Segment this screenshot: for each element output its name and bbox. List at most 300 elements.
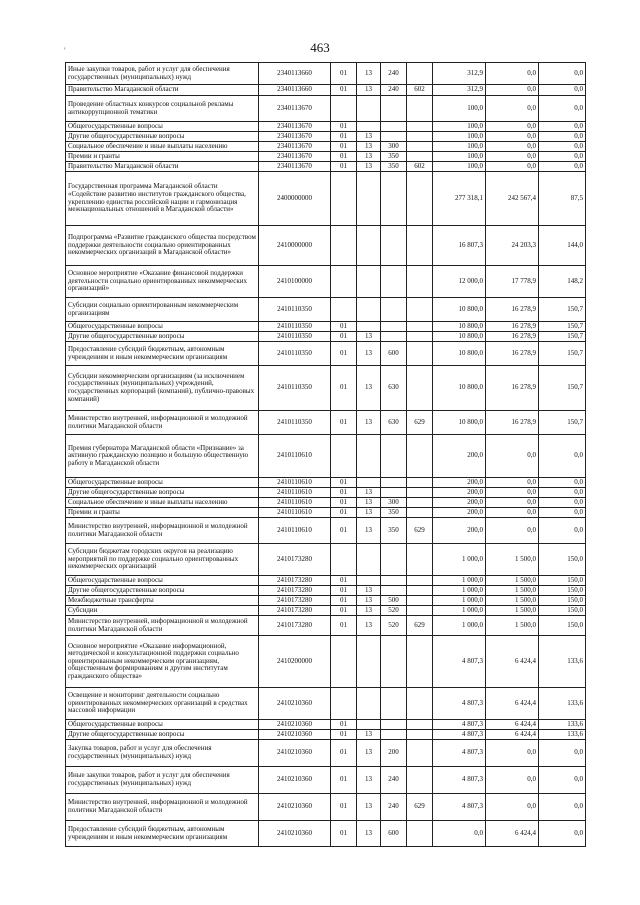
item-name: Предоставление субсидий бюджетным, автономным учреждениям и иным некоммерческим организациям (66, 342, 259, 366)
expense-type-code: 500 (381, 596, 407, 606)
execution-percent: 150,7 (539, 332, 586, 342)
executed-amount: 0,0 (486, 142, 539, 152)
execution-percent: 133,6 (539, 730, 586, 740)
item-name: Подпрограмма «Развитие гражданского общества посредством поддержки деятельности социально ориентированных некоммерческих организаций в Магаданской области» (66, 226, 259, 266)
execution-percent: 133,6 (539, 720, 586, 730)
execution-percent: 144,0 (539, 226, 586, 266)
administrator-code (407, 226, 433, 266)
execution-percent: 150,7 (539, 322, 586, 332)
execution-percent: 133,6 (539, 636, 586, 688)
execution-percent: 0,0 (539, 85, 586, 96)
target-code: 2410110610 (259, 508, 331, 518)
executed-amount: 16 278,9 (486, 322, 539, 332)
section-code (331, 266, 357, 298)
subsection-code: 13 (357, 152, 381, 162)
section-code: 01 (331, 606, 357, 616)
expense-type-code (381, 226, 407, 266)
item-name: Общегосударственные вопросы (66, 720, 259, 730)
executed-amount: 17 778,9 (486, 266, 539, 298)
item-name: Межбюджетные трансферты (66, 596, 259, 606)
expense-type-code: 240 (381, 794, 407, 821)
subsection-code: 13 (357, 730, 381, 740)
expense-type-code (381, 488, 407, 498)
section-code: 01 (331, 63, 357, 85)
target-code: 2410173280 (259, 586, 331, 596)
administrator-code (407, 508, 433, 518)
executed-amount: 1 500,0 (486, 596, 539, 606)
execution-percent: 0,0 (539, 63, 586, 85)
expense-type-code: 600 (381, 821, 407, 847)
target-code: 2410210360 (259, 730, 331, 740)
item-name: Освещение и мониторинг деятельности социально ориентированных некоммерческих организаций в средствах массовой информации (66, 688, 259, 720)
administrator-code: 629 (407, 794, 433, 821)
administrator-code: 629 (407, 518, 433, 544)
executed-amount: 0,0 (486, 152, 539, 162)
planned-amount: 10 800,0 (433, 411, 486, 435)
table-row (66, 518, 586, 544)
subsection-code: 13 (357, 518, 381, 544)
execution-percent: 0,0 (539, 478, 586, 488)
table-row (66, 266, 586, 298)
executed-amount: 0,0 (486, 162, 539, 172)
item-name: Правительство Магаданской области (66, 162, 259, 172)
subsection-code: 13 (357, 616, 381, 636)
item-name: Субсидии бюджетам городских округов на реализацию мероприятий по поддержке социально ориентированных некоммерческих организаций (66, 544, 259, 576)
table-row (66, 226, 586, 266)
execution-percent: 150,0 (539, 586, 586, 596)
expense-type-code: 350 (381, 152, 407, 162)
expense-type-code (381, 435, 407, 478)
administrator-code (407, 342, 433, 366)
item-name: Субсидии социально ориентированным некоммерческим организациям (66, 298, 259, 322)
section-code: 01 (331, 518, 357, 544)
page-number: 463 (310, 40, 330, 55)
planned-amount: 200,0 (433, 508, 486, 518)
subsection-code (357, 576, 381, 586)
item-name: Иные закупки товаров, работ и услуг для обеспечения государственных (муниципальных) нужд (66, 63, 259, 85)
target-code: 2340113670 (259, 162, 331, 172)
expense-type-code: 200 (381, 740, 407, 767)
administrator-code: 629 (407, 411, 433, 435)
execution-percent: 0,0 (539, 794, 586, 821)
executed-amount: 0,0 (486, 122, 539, 132)
administrator-code (407, 720, 433, 730)
table-row (66, 132, 586, 142)
section-code (331, 298, 357, 322)
subsection-code: 13 (357, 411, 381, 435)
section-code: 01 (331, 488, 357, 498)
expense-type-code (381, 576, 407, 586)
executed-amount: 24 203,3 (486, 226, 539, 266)
administrator-code (407, 366, 433, 411)
item-name: Министерство внутренней, информационной и молодежной политики Магаданской области (66, 794, 259, 821)
expense-type-code: 350 (381, 518, 407, 544)
target-code: 2410100000 (259, 266, 331, 298)
execution-percent: 150,0 (539, 544, 586, 576)
subsection-code: 13 (357, 63, 381, 85)
administrator-code (407, 298, 433, 322)
execution-percent: 0,0 (539, 132, 586, 142)
executed-amount: 16 278,9 (486, 411, 539, 435)
section-code: 01 (331, 730, 357, 740)
target-code: 2410110350 (259, 322, 331, 332)
execution-percent: 0,0 (539, 508, 586, 518)
target-code: 2400000000 (259, 172, 331, 226)
expense-type-code: 630 (381, 366, 407, 411)
planned-amount: 200,0 (433, 488, 486, 498)
executed-amount: 0,0 (486, 63, 539, 85)
budget-table (65, 62, 586, 847)
execution-percent: 150,0 (539, 596, 586, 606)
item-name: Премия губернатора Магаданской области «Признание» за активную гражданскую позицию и большую общественную работу в Магаданской области (66, 435, 259, 478)
table-row (66, 586, 586, 596)
subsection-code: 13 (357, 596, 381, 606)
section-code: 01 (331, 596, 357, 606)
item-name: Социальное обеспечение и иные выплаты населению (66, 142, 259, 152)
executed-amount: 0,0 (486, 478, 539, 488)
expense-type-code: 300 (381, 142, 407, 152)
administrator-code: 602 (407, 162, 433, 172)
executed-amount: 1 500,0 (486, 616, 539, 636)
item-name: Основное мероприятие «Оказание информационной, методической и консультационной поддержки социально ориентированным некоммерческим организациям, общественным формированиям и другим институтам гражданского общества» (66, 636, 259, 688)
administrator-code (407, 132, 433, 142)
target-code: 2340113670 (259, 96, 331, 122)
planned-amount: 10 800,0 (433, 322, 486, 332)
section-code (331, 688, 357, 720)
target-code: 2410110610 (259, 478, 331, 488)
section-code: 01 (331, 162, 357, 172)
target-code: 2410110610 (259, 435, 331, 478)
target-code: 2410210360 (259, 794, 331, 821)
execution-percent: 0,0 (539, 488, 586, 498)
execution-percent: 0,0 (539, 498, 586, 508)
executed-amount: 1 500,0 (486, 586, 539, 596)
table-row (66, 142, 586, 152)
table-row (66, 366, 586, 411)
planned-amount: 4 807,3 (433, 794, 486, 821)
subsection-code (357, 688, 381, 720)
execution-percent: 150,7 (539, 366, 586, 411)
subsection-code: 13 (357, 332, 381, 342)
item-name: Проведение областных конкурсов социальной рекламы антикоррупционной тематики (66, 96, 259, 122)
administrator-code (407, 576, 433, 586)
administrator-code (407, 636, 433, 688)
executed-amount: 16 278,9 (486, 298, 539, 322)
subsection-code: 13 (357, 342, 381, 366)
target-code: 2410173280 (259, 606, 331, 616)
administrator-code (407, 596, 433, 606)
planned-amount: 312,9 (433, 63, 486, 85)
item-name: Министерство внутренней, информационной и молодежной политики Магаданской области (66, 411, 259, 435)
target-code: 2410110350 (259, 332, 331, 342)
administrator-code (407, 730, 433, 740)
administrator-code (407, 435, 433, 478)
execution-percent: 150,0 (539, 606, 586, 616)
subsection-code (357, 226, 381, 266)
target-code: 2340113670 (259, 152, 331, 162)
expense-type-code (381, 298, 407, 322)
executed-amount: 0,0 (486, 508, 539, 518)
planned-amount: 4 807,3 (433, 720, 486, 730)
planned-amount: 100,0 (433, 132, 486, 142)
planned-amount: 16 807,3 (433, 226, 486, 266)
item-name: Иные закупки товаров, работ и услуг для обеспечения государственных (муниципальных) нужд (66, 767, 259, 794)
administrator-code (407, 322, 433, 332)
planned-amount: 100,0 (433, 96, 486, 122)
executed-amount: 6 424,4 (486, 821, 539, 847)
section-code (331, 636, 357, 688)
administrator-code: 629 (407, 616, 433, 636)
section-code: 01 (331, 322, 357, 332)
target-code: 2410210360 (259, 740, 331, 767)
target-code: 2410173280 (259, 576, 331, 586)
section-code: 01 (331, 498, 357, 508)
expense-type-code: 630 (381, 411, 407, 435)
planned-amount: 312,9 (433, 85, 486, 96)
item-name: Основное мероприятие «Оказание финансовой поддержки деятельности социально ориентированных некоммерческих организаций» (66, 266, 259, 298)
planned-amount: 10 800,0 (433, 332, 486, 342)
subsection-code (357, 720, 381, 730)
target-code: 2410210360 (259, 720, 331, 730)
target-code: 2410210360 (259, 688, 331, 720)
subsection-code (357, 636, 381, 688)
target-code: 2410210360 (259, 767, 331, 794)
table-row (66, 794, 586, 821)
execution-percent: 133,6 (539, 688, 586, 720)
target-code: 2410000000 (259, 226, 331, 266)
planned-amount: 277 318,1 (433, 172, 486, 226)
subsection-code: 13 (357, 498, 381, 508)
expense-type-code: 520 (381, 616, 407, 636)
administrator-code (407, 821, 433, 847)
planned-amount: 200,0 (433, 498, 486, 508)
administrator-code (407, 142, 433, 152)
administrator-code (407, 606, 433, 616)
target-code: 2410210360 (259, 821, 331, 847)
subsection-code: 13 (357, 586, 381, 596)
margin-mark: ' (64, 46, 66, 56)
executed-amount: 16 278,9 (486, 332, 539, 342)
planned-amount: 100,0 (433, 162, 486, 172)
administrator-code (407, 266, 433, 298)
section-code: 01 (331, 478, 357, 488)
table-row (66, 411, 586, 435)
table-row (66, 172, 586, 226)
executed-amount: 0,0 (486, 96, 539, 122)
executed-amount: 0,0 (486, 767, 539, 794)
executed-amount: 0,0 (486, 740, 539, 767)
target-code: 2340113660 (259, 85, 331, 96)
table-row (66, 85, 586, 96)
administrator-code (407, 767, 433, 794)
expense-type-code (381, 730, 407, 740)
item-name: Закупка товаров, работ и услуг для обеспечения государственных (муниципальных) нужд (66, 740, 259, 767)
execution-percent: 0,0 (539, 821, 586, 847)
subsection-code: 13 (357, 142, 381, 152)
subsection-code (357, 544, 381, 576)
item-name: Субсидии (66, 606, 259, 616)
table-row (66, 616, 586, 636)
planned-amount: 12 000,0 (433, 266, 486, 298)
execution-percent: 0,0 (539, 152, 586, 162)
item-name: Министерство внутренней, информационной и молодежной политики Магаданской области (66, 616, 259, 636)
subsection-code: 13 (357, 162, 381, 172)
item-name: Общегосударственные вопросы (66, 478, 259, 488)
table-row (66, 606, 586, 616)
planned-amount: 1 000,0 (433, 616, 486, 636)
subsection-code (357, 96, 381, 122)
expense-type-code: 240 (381, 767, 407, 794)
section-code: 01 (331, 821, 357, 847)
table-row (66, 596, 586, 606)
execution-percent: 150,0 (539, 616, 586, 636)
subsection-code (357, 298, 381, 322)
administrator-code (407, 488, 433, 498)
execution-percent: 87,5 (539, 172, 586, 226)
executed-amount: 0,0 (486, 498, 539, 508)
executed-amount: 6 424,4 (486, 636, 539, 688)
expense-type-code: 350 (381, 162, 407, 172)
target-code: 2410173280 (259, 616, 331, 636)
section-code: 01 (331, 85, 357, 96)
section-code: 01 (331, 411, 357, 435)
subsection-code: 13 (357, 366, 381, 411)
section-code (331, 435, 357, 478)
subsection-code: 13 (357, 606, 381, 616)
section-code: 01 (331, 767, 357, 794)
table-row (66, 478, 586, 488)
item-name: Социальное обеспечение и иные выплаты населению (66, 498, 259, 508)
table-row (66, 821, 586, 847)
executed-amount: 1 500,0 (486, 606, 539, 616)
administrator-code (407, 688, 433, 720)
section-code: 01 (331, 342, 357, 366)
subsection-code (357, 266, 381, 298)
planned-amount: 1 000,0 (433, 544, 486, 576)
planned-amount: 1 000,0 (433, 606, 486, 616)
expense-type-code (381, 586, 407, 596)
planned-amount: 4 807,3 (433, 767, 486, 794)
executed-amount: 0,0 (486, 794, 539, 821)
administrator-code: 602 (407, 85, 433, 96)
administrator-code (407, 332, 433, 342)
expense-type-code (381, 720, 407, 730)
target-code: 2410173280 (259, 596, 331, 606)
section-code: 01 (331, 132, 357, 142)
expense-type-code (381, 322, 407, 332)
subsection-code: 13 (357, 740, 381, 767)
section-code: 01 (331, 122, 357, 132)
section-code (331, 172, 357, 226)
executed-amount: 16 278,9 (486, 366, 539, 411)
item-name: Другие общегосударственные вопросы (66, 730, 259, 740)
administrator-code (407, 122, 433, 132)
execution-percent: 0,0 (539, 767, 586, 794)
planned-amount: 10 800,0 (433, 342, 486, 366)
executed-amount: 0,0 (486, 435, 539, 478)
expense-type-code: 600 (381, 342, 407, 366)
execution-percent: 150,7 (539, 298, 586, 322)
planned-amount: 1 000,0 (433, 596, 486, 606)
target-code: 2410110350 (259, 366, 331, 411)
expense-type-code (381, 332, 407, 342)
executed-amount: 242 567,4 (486, 172, 539, 226)
target-code: 2340113670 (259, 132, 331, 142)
table-row (66, 730, 586, 740)
table-row (66, 298, 586, 322)
subsection-code: 13 (357, 85, 381, 96)
target-code: 2410110610 (259, 498, 331, 508)
section-code: 01 (331, 740, 357, 767)
planned-amount: 4 807,3 (433, 730, 486, 740)
item-name: Субсидии некоммерческим организациям (за исключением государственных (муниципальных) учреждений, государственных корпораций (компаний), публично-правовых компаний) (66, 366, 259, 411)
administrator-code (407, 152, 433, 162)
item-name: Общегосударственные вопросы (66, 322, 259, 332)
expense-type-code: 240 (381, 63, 407, 85)
subsection-code (357, 122, 381, 132)
target-code: 2340113670 (259, 142, 331, 152)
subsection-code (357, 435, 381, 478)
administrator-code (407, 586, 433, 596)
planned-amount: 100,0 (433, 152, 486, 162)
subsection-code: 13 (357, 508, 381, 518)
item-name: Правительство Магаданской области (66, 85, 259, 96)
table-row (66, 544, 586, 576)
expense-type-code (381, 122, 407, 132)
section-code: 01 (331, 332, 357, 342)
expense-type-code (381, 544, 407, 576)
execution-percent: 0,0 (539, 142, 586, 152)
item-name: Премии и гранты (66, 152, 259, 162)
execution-percent: 150,7 (539, 411, 586, 435)
execution-percent: 0,0 (539, 435, 586, 478)
item-name: Общегосударственные вопросы (66, 576, 259, 586)
executed-amount: 16 278,9 (486, 342, 539, 366)
section-code (331, 544, 357, 576)
budget-table-body (66, 63, 586, 847)
section-code: 01 (331, 508, 357, 518)
planned-amount: 200,0 (433, 478, 486, 488)
item-name: Другие общегосударственные вопросы (66, 332, 259, 342)
table-row (66, 508, 586, 518)
item-name: Предоставление субсидий бюджетным, автономным учреждениям и иным некоммерческим организациям (66, 821, 259, 847)
section-code (331, 226, 357, 266)
item-name: Другие общегосударственные вопросы (66, 488, 259, 498)
expense-type-code: 350 (381, 508, 407, 518)
planned-amount: 200,0 (433, 435, 486, 478)
table-row (66, 576, 586, 586)
expense-type-code (381, 636, 407, 688)
section-code: 01 (331, 794, 357, 821)
table-row (66, 435, 586, 478)
section-code: 01 (331, 142, 357, 152)
table-row (66, 342, 586, 366)
execution-percent: 0,0 (539, 162, 586, 172)
administrator-code (407, 478, 433, 488)
execution-percent: 0,0 (539, 96, 586, 122)
planned-amount: 100,0 (433, 122, 486, 132)
planned-amount: 10 800,0 (433, 366, 486, 411)
planned-amount: 1 000,0 (433, 576, 486, 586)
item-name: Другие общегосударственные вопросы (66, 586, 259, 596)
expense-type-code (381, 172, 407, 226)
table-row (66, 498, 586, 508)
subsection-code: 13 (357, 488, 381, 498)
administrator-code (407, 172, 433, 226)
table-row (66, 162, 586, 172)
table-row (66, 63, 586, 85)
section-code: 01 (331, 586, 357, 596)
